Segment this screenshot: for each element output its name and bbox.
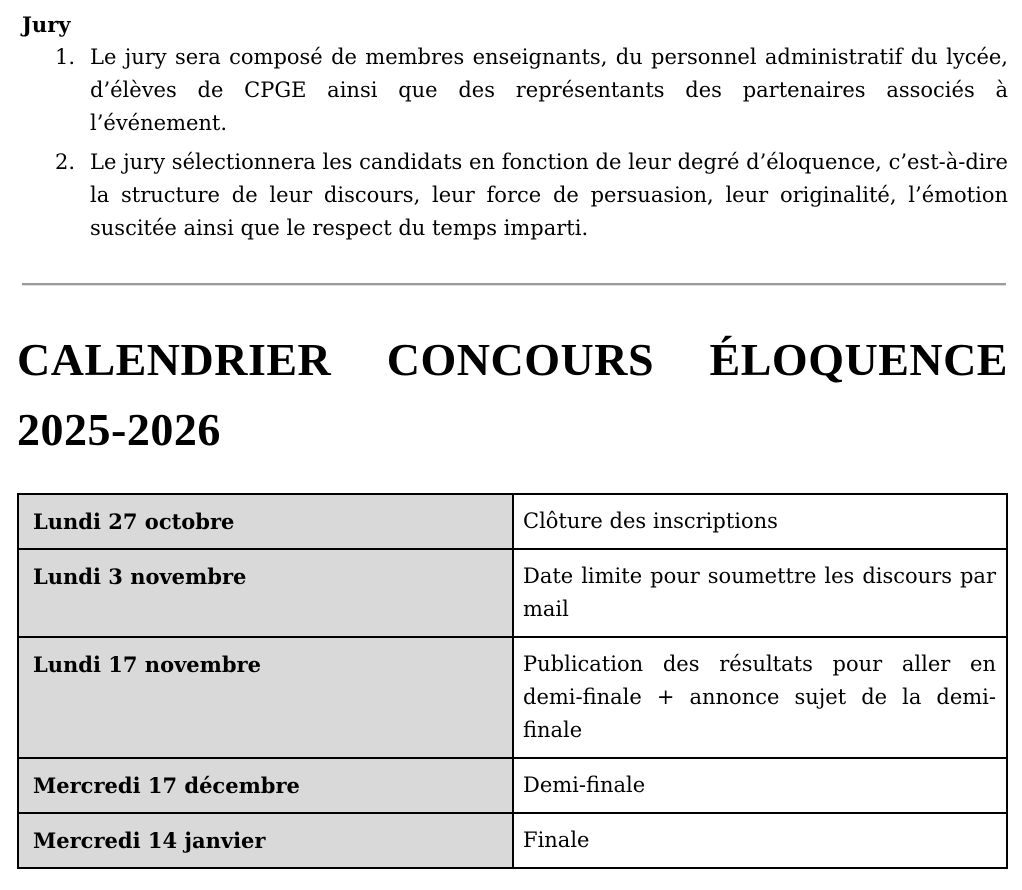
date-cell: Lundi 27 octobre: [18, 494, 513, 549]
calendar-heading-years: 2025-2026: [17, 404, 221, 455]
table-row: [18, 549, 1007, 637]
date-cell: Lundi 3 novembre: [18, 549, 513, 637]
section-divider: [22, 283, 1006, 286]
jury-section: [22, 8, 1008, 245]
calendar-heading: [17, 325, 1008, 465]
jury-section-title: Jury: [22, 12, 71, 37]
calendar-table: [17, 493, 1008, 869]
event-cell: Demi-finale: [513, 758, 1007, 813]
calendar-heading-word: ÉLOQUENCE: [709, 334, 1008, 385]
list-item: [54, 41, 1008, 140]
list-item-number: 1.: [54, 45, 75, 69]
list-item-number: 2.: [54, 150, 75, 174]
calendar-table-body: [18, 494, 1007, 868]
list-item-text: Le jury sélectionnera les candidats en fonction de leur degré d’éloquence, c’est-à-dire la structure de leur discours, leur force de persuasion, leur originalité, l’émotion suscitée ainsi que le respect du temps imparti.: [90, 150, 1008, 240]
jury-numbered-list: [22, 41, 1008, 245]
date-cell: Lundi 17 novembre: [18, 637, 513, 758]
calendar-heading-word: CONCOURS: [386, 334, 655, 385]
table-row: [18, 813, 1007, 868]
calendar-heading-line1: [17, 325, 1008, 395]
date-cell: Mercredi 14 janvier: [18, 813, 513, 868]
event-cell: Date limite pour soumettre les discours par mail: [513, 549, 1007, 637]
event-cell: Publication des résultats pour aller en demi-finale + annonce sujet de la demi-finale: [513, 637, 1007, 758]
event-cell: Clôture des inscriptions: [513, 494, 1007, 549]
date-cell: Mercredi 17 décembre: [18, 758, 513, 813]
table-row: [18, 758, 1007, 813]
table-row: [18, 494, 1007, 549]
calendar-heading-word: CALENDRIER: [17, 334, 332, 385]
event-cell: Finale: [513, 813, 1007, 868]
list-item: [54, 146, 1008, 245]
table-row: [18, 637, 1007, 758]
list-item-text: Le jury sera composé de membres enseignants, du personnel administratif du lycée, d’élèves de CPGE ainsi que des représentants des partenaires associés à l’événement.: [90, 45, 1008, 135]
